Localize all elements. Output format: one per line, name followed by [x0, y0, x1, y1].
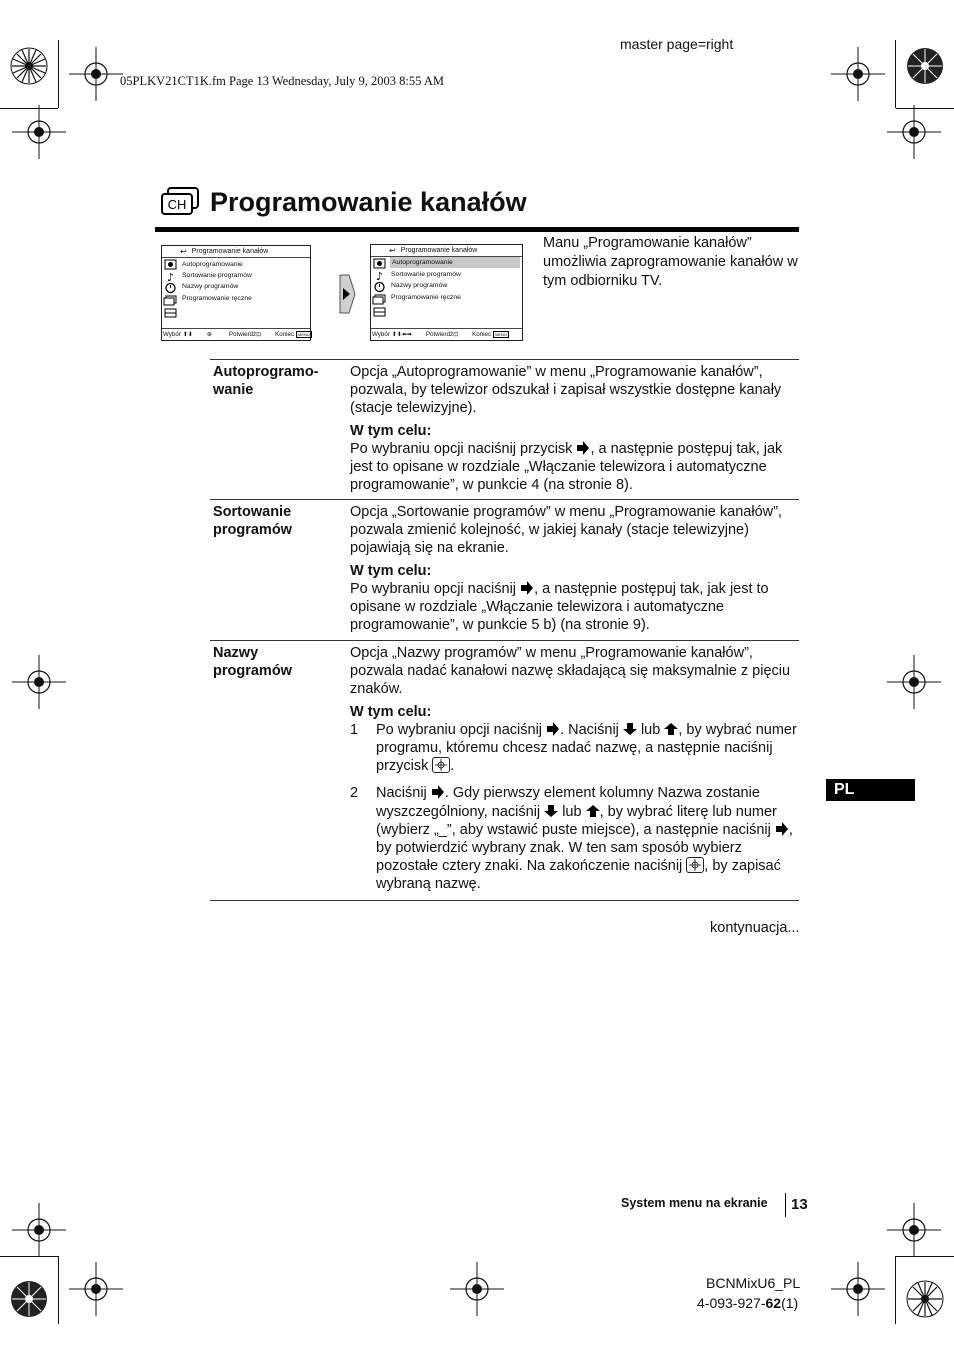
step-text-part: Naciśnij [376, 785, 431, 802]
tv-menu-title-icon: ↩ [180, 247, 187, 256]
page-title: Programowanie kanałów [210, 186, 527, 217]
page-number: 13 [791, 1196, 808, 1213]
howto-text [350, 580, 802, 635]
crosshair-mark-icon [69, 1262, 123, 1316]
menu-key-icon: MENU [298, 332, 310, 337]
crosshair-mark-icon [12, 105, 66, 159]
svg-text:♪: ♪ [166, 271, 175, 284]
section-description: Opcja „Sortowanie programów” w menu „Programowanie kanałów”, pozwala zmienić kolejność, w jakiej kanały (stacje telewizyjne) pojawiają się na ekranie. [350, 504, 782, 557]
step-text-part: lub [558, 803, 586, 820]
tv-menu-item: Autoprogramowanie [182, 261, 243, 268]
tv-menu-screen-before [161, 245, 311, 341]
tv-menu-footer [162, 328, 310, 340]
registration-rosette-icon [906, 47, 944, 85]
section-body-sorting [350, 503, 802, 634]
right-arrow-icon [337, 274, 357, 314]
tv-menu-item: Programowanie ręczne [391, 294, 461, 301]
tv-menu-footer-select: Wybór [163, 331, 181, 338]
crosshair-mark-icon [887, 105, 941, 159]
step-text-part: . Naciśnij [560, 721, 623, 738]
registration-rosette-icon [10, 1280, 48, 1318]
howto-text [350, 440, 802, 495]
registration-rosette-icon [906, 1280, 944, 1318]
tv-menu-title [371, 245, 522, 257]
crosshair-mark-icon [887, 1203, 941, 1257]
tv-menu-title-icon: ↩ [389, 246, 396, 255]
right-arrow-button-icon [520, 581, 534, 595]
howto-label: W tym celu: [350, 422, 432, 439]
step-2 [350, 784, 802, 893]
footer-separator [785, 1193, 786, 1217]
howto-label: W tym celu: [350, 703, 432, 720]
intro-text: Manu „Programowanie kanałów” umożliwia zaprogramowanie kanałów w tym odbiorniku TV. [543, 235, 798, 289]
tv-menu-screen-after [370, 244, 523, 341]
crosshair-mark-icon [12, 655, 66, 709]
part-number-bold: 62 [765, 1295, 782, 1311]
section-divider [210, 499, 799, 500]
tv-menu-item: Nazwy programów [391, 282, 448, 289]
footer-section-name: System menu na ekranie [621, 1196, 768, 1210]
tv-menu-item: Sortowanie programów [391, 271, 461, 278]
crop-mark [895, 1256, 896, 1324]
file-info-header: 05PLKV21CT1K.fm Page 13 Wednesday, July 9, 2003 8:55 AM [120, 74, 444, 88]
footer-code: BCNMixU6_PL [706, 1275, 801, 1291]
master-page-label: master page=right [620, 36, 734, 52]
section-heading-autoprogramming: Autoprogramo- wanie [213, 364, 319, 398]
crosshair-mark-icon [831, 1262, 885, 1316]
continuation-text: kontynuacja... [710, 920, 800, 936]
title-row [160, 186, 527, 218]
tv-menu-item-highlighted: Autoprogramowanie [390, 257, 520, 268]
tv-menu-footer-confirm: Potwierdź [425, 331, 454, 338]
right-arrow-button-icon [431, 785, 445, 799]
crosshair-mark-icon [12, 1203, 66, 1257]
tv-menu-title-text: Programowanie kanałów [400, 247, 478, 254]
language-tab: PL [826, 779, 915, 801]
howto-text-post: , a następnie postępuj tak, jak jest to opisane w rozdziale „Włączanie telewizora i automatyczne programowanie”, w punkcie 5 b) (na stronie 9). [350, 580, 769, 634]
menu-key-icon: MENU [495, 332, 507, 337]
ok-button-icon: ⊡ [256, 332, 262, 338]
tv-menu-footer-end: Koniec [275, 331, 295, 338]
crop-mark [895, 40, 896, 108]
down-arrow-button-icon [623, 722, 637, 736]
crosshair-mark-icon [831, 47, 885, 101]
section-heading-names: Nazwy programów [213, 645, 292, 679]
tv-menu-sidebar-icons [371, 257, 388, 327]
ok-button-icon [686, 857, 704, 873]
right-arrow-button-icon [546, 722, 560, 736]
section-body-autoprogramming [350, 363, 802, 494]
step-text [376, 784, 802, 893]
section-divider [210, 359, 799, 360]
up-arrow-button-icon [586, 804, 600, 818]
tv-menu-title [162, 246, 310, 258]
step-text-part: , by wybrać literę lub numer (wybierz „_”, aby wstawić puste miejsce), a następnie naciśnij [376, 803, 777, 838]
tv-menu-item: Sortowanie programów [182, 272, 252, 279]
howto-text-pre: Po wybraniu opcji naciśnij przycisk [350, 440, 577, 457]
tv-menu-footer [371, 328, 522, 340]
title-rule [155, 227, 799, 232]
up-arrow-button-icon [664, 722, 678, 736]
footer-part-number [697, 1295, 798, 1311]
crop-mark [58, 1256, 59, 1324]
step-text-part: , by zapisać wybraną nazwę. [376, 858, 781, 893]
registration-rosette-icon [10, 47, 48, 85]
section-divider [210, 900, 799, 901]
svg-text:♪: ♪ [375, 270, 384, 283]
ok-button-icon [432, 757, 450, 773]
ok-button-icon: ⊡ [453, 332, 459, 338]
step-number: 2 [350, 785, 359, 802]
howto-label: W tym celu: [350, 562, 432, 579]
tv-menu-title-text: Programowanie kanałów [191, 248, 269, 255]
step-text-part: lub [636, 721, 665, 738]
down-arrow-button-icon [544, 804, 558, 818]
tv-menu-footer-end: Koniec [472, 331, 492, 338]
right-button-icon: ⊕ [206, 332, 212, 338]
tv-menu-footer-select: Wybór [372, 331, 390, 338]
step-text [376, 721, 802, 776]
howto-text-pre: Po wybraniu opcji naciśnij [350, 580, 521, 597]
tv-menu-item: Programowanie ręczne [182, 295, 252, 302]
crosshair-mark-icon [887, 655, 941, 709]
svg-text:CH: CH [167, 197, 187, 212]
howto-text-post: , a następnie postępuj tak, jak jest to opisane w rozdziale „Włączanie telewizora i automatyczne programowanie”, w punkcie 4 (na stronie 8). [350, 440, 783, 494]
part-number-pre: 4-093-927- [697, 1295, 766, 1311]
crosshair-mark-icon [69, 47, 123, 101]
part-number-post: (1) [781, 1295, 799, 1311]
up-down-buttons-icon: ⬆⬇ [182, 332, 193, 338]
right-arrow-button-icon [576, 441, 590, 455]
step-text-part: , by wybrać numer programu, któremu chcesz nadać nazwę, a następnie naciśnij przycisk [376, 721, 797, 775]
step-text-part: Po wybraniu opcji naciśnij [376, 721, 547, 738]
step-text-part: . [450, 758, 455, 775]
crop-mark [58, 40, 59, 108]
tv-menu-footer-confirm: Potwierdź [228, 331, 257, 338]
section-heading-sorting: Sortowanie programów [213, 504, 292, 538]
crosshair-mark-icon [450, 1262, 504, 1316]
arrow-buttons-icon: ⬆⬇⬅➡ [391, 332, 412, 338]
section-body-names [350, 644, 802, 894]
step-text-part: , by potwierdzić wybrany znak. W ten sam sposób wybierz pozostałe cztery znaki. Na zakończenie naciśnij [376, 821, 793, 875]
step-1 [350, 721, 802, 776]
section-description: Opcja „Nazwy programów” w menu „Programowanie kanałów”, pozwala nadać kanałowi nazwę składającą się maksymalnie z pięciu znaków. [350, 645, 791, 698]
step-number: 1 [350, 721, 359, 738]
ch-icon [160, 186, 200, 218]
section-description: Opcja „Autoprogramowanie” w menu „Programowanie kanałów”, pozwala, by telewizor odszukał i zapisał wszystkie dostępne kanały (stacje telewizyjne). [350, 364, 782, 417]
tv-menu-item: Nazwy programów [182, 283, 239, 290]
tv-menu-sidebar-icons [162, 258, 179, 328]
section-divider [210, 640, 799, 641]
right-arrow-button-icon [775, 822, 789, 836]
step-text-part: . Gdy pierwszy element kolumny Nazwa zostanie wyszczególniony, naciśnij [376, 785, 760, 820]
